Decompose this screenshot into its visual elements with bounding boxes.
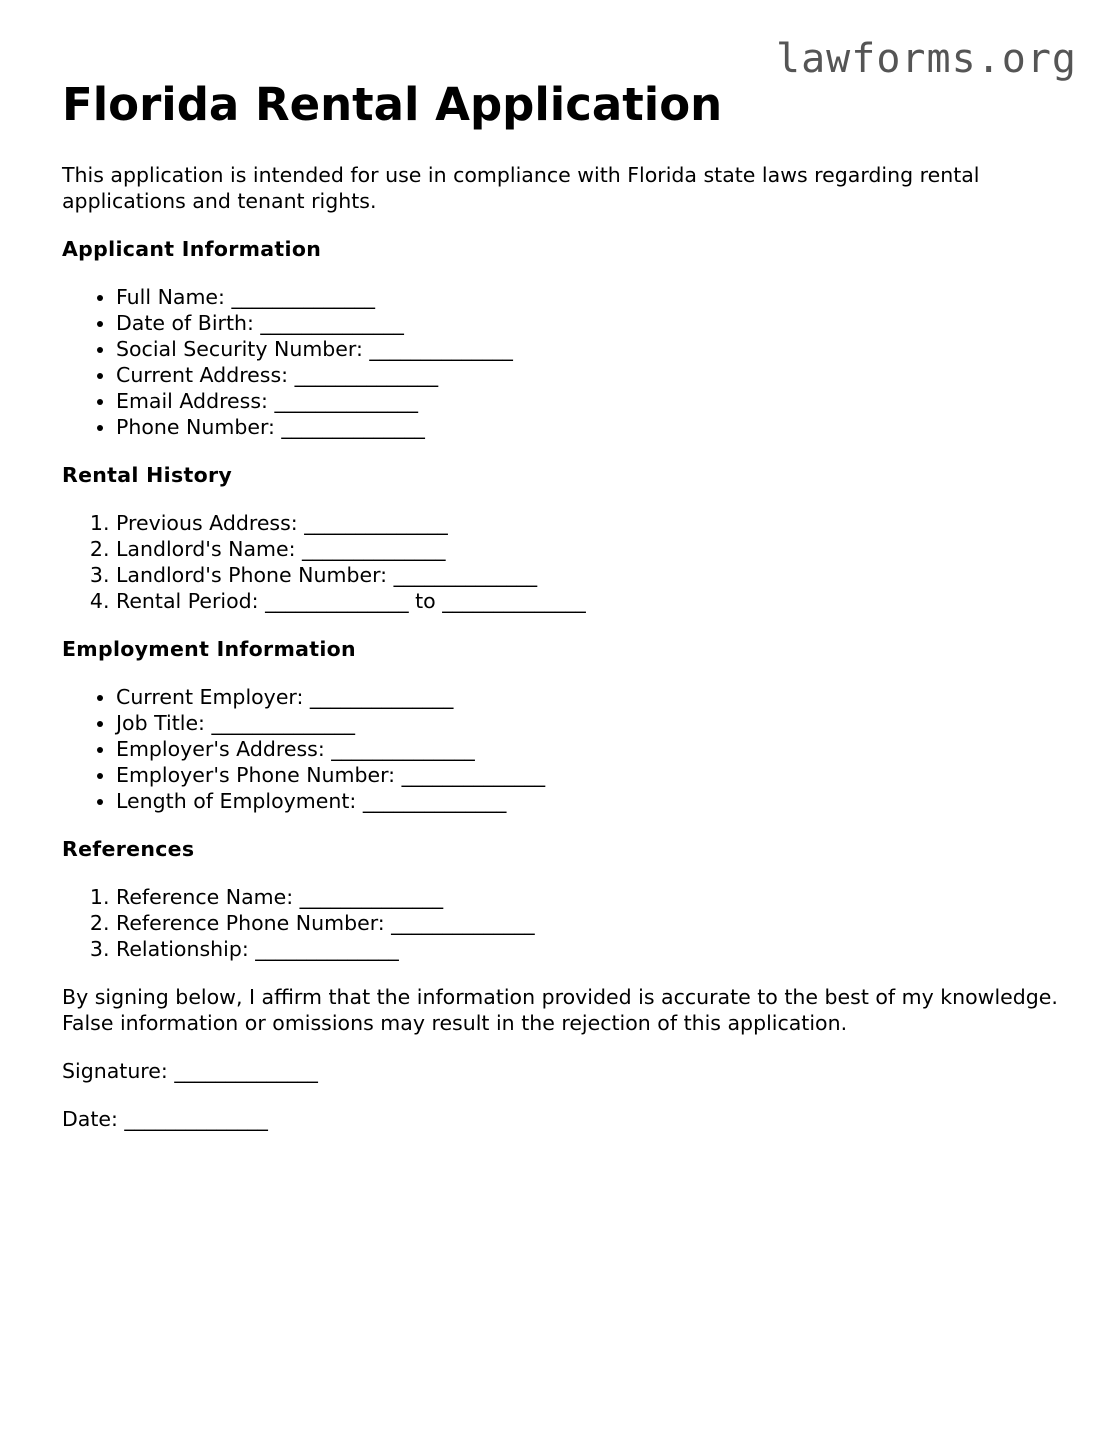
- affirmation-paragraph: By signing below, I affirm that the information provided is accurate to the best of my knowledge. False information or omissions may result in the rejection of this application.: [62, 985, 1058, 1035]
- list-item-landlord-name: 2. Landlord's Name: ______________: [116, 536, 1062, 562]
- signature-line: Signature: ______________: [62, 1059, 318, 1083]
- page-title: Florida Rental Application: [62, 78, 723, 131]
- list-item-employer-phone: • Employer's Phone Number: ______________: [116, 762, 1062, 788]
- list-item-full-name: • Full Name: ______________: [116, 284, 1062, 310]
- employment-information-heading: Employment Information: [62, 637, 356, 661]
- applicant-information-list: [62, 284, 1062, 440]
- list-item-job-title: • Job Title: ______________: [116, 710, 1062, 736]
- date-line: Date: ______________: [62, 1107, 268, 1131]
- employment-information-list: [62, 684, 1062, 814]
- list-item-ssn: • Social Security Number: ______________: [116, 336, 1062, 362]
- list-item-length-of-employment: • Length of Employment: ______________: [116, 788, 1062, 814]
- list-item-reference-name: 1. Reference Name: ______________: [116, 884, 1062, 910]
- document-page: [62, 78, 1062, 1132]
- intro-paragraph: This application is intended for use in compliance with Florida state laws regarding rental applications and tenant rights.: [62, 163, 980, 213]
- list-item-relationship: 3. Relationship: ______________: [116, 936, 1062, 962]
- list-item-date-of-birth: • Date of Birth: ______________: [116, 310, 1062, 336]
- list-item-email-address: • Email Address: ______________: [116, 388, 1062, 414]
- applicant-information-heading: Applicant Information: [62, 237, 322, 261]
- rental-history-heading: Rental History: [62, 463, 233, 487]
- list-item-previous-address: 1. Previous Address: ______________: [116, 510, 1062, 536]
- list-item-current-address: • Current Address: ______________: [116, 362, 1062, 388]
- list-item-reference-phone: 2. Reference Phone Number: ______________: [116, 910, 1062, 936]
- references-list: [62, 884, 1062, 962]
- list-item-employer-address: • Employer's Address: ______________: [116, 736, 1062, 762]
- list-item-rental-period: 4. Rental Period: ______________ to ______________: [116, 588, 1062, 614]
- rental-history-list: [62, 510, 1062, 614]
- list-item-landlord-phone: 3. Landlord's Phone Number: ______________: [116, 562, 1062, 588]
- list-item-phone-number: • Phone Number: ______________: [116, 414, 1062, 440]
- lawforms-watermark: lawforms.org: [776, 36, 1077, 82]
- references-heading: References: [62, 837, 195, 861]
- list-item-current-employer: • Current Employer: ______________: [116, 684, 1062, 710]
